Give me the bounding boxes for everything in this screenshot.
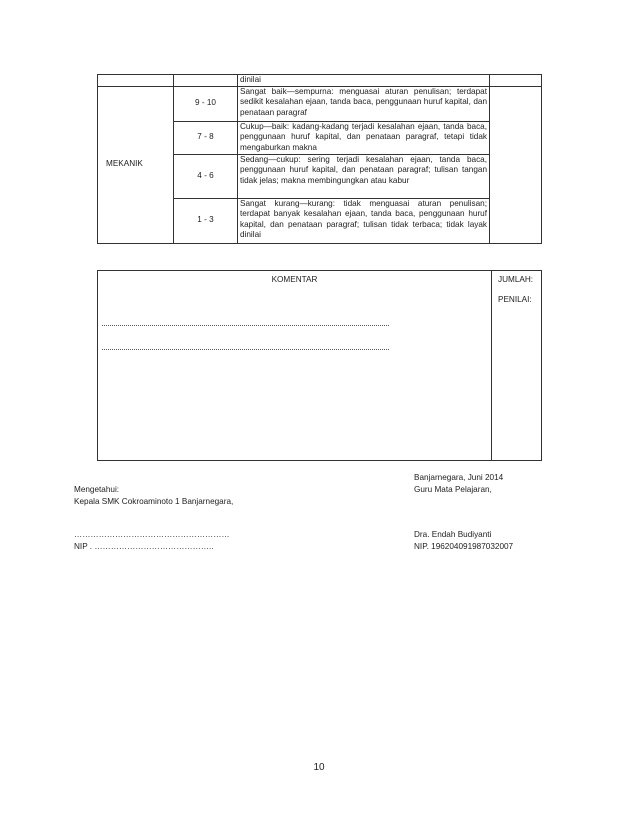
criterion-label: MEKANIK	[98, 86, 174, 243]
score-input-cell[interactable]	[490, 86, 542, 243]
carry-over-text: dinilai	[238, 75, 490, 87]
principal-nip: NIP . ……………………………………..	[74, 542, 214, 551]
principal-role: Kepala SMK Cokroaminoto 1 Banjarnegara,	[74, 497, 234, 506]
score-range: 7 - 8	[174, 121, 238, 154]
jumlah-label: JUMLAH:	[498, 275, 534, 284]
score-range: 1 - 3	[174, 198, 238, 243]
comment-dotted-line	[102, 349, 389, 350]
empty-cell	[490, 75, 542, 87]
teacher-role: Guru Mata Pelajaran,	[414, 485, 492, 494]
rubric-row	[98, 86, 542, 121]
place-date: Banjarnegara, Juni 2014	[414, 473, 504, 482]
teacher-name: Dra. Endah Budiyanti	[414, 530, 492, 539]
score-summary-cell[interactable]	[492, 271, 542, 461]
score-description: Sedang—cukup: sering terjadi kesalahan ejaan, tanda baca, penggunaan huruf kapital, dan penataan paragraf; tulisan tangan tidak jelas; makna membingungkan atau kabur	[238, 154, 490, 198]
empty-cell	[174, 75, 238, 87]
rubric-carry-row	[98, 75, 542, 87]
comment-title: KOMENTAR	[271, 275, 318, 284]
penilai-label: PENILAI:	[498, 295, 532, 304]
page-number: 10	[313, 762, 325, 773]
principal-name-line: …………………………………………………	[74, 530, 230, 539]
rubric-table	[97, 74, 542, 244]
score-description: Cukup—baik: kadang-kadang terjadi kesalahan ejaan, tanda baca, penggunaan huruf kapital, dan penataan paragraf, tetapi tidak mengaburkan makna	[238, 121, 490, 154]
empty-cell	[98, 75, 174, 87]
score-description: Sangat baik—sempurna: menguasai aturan penulisan; terdapat sedikit kesalahan ejaan, tanda baca, penggunaan huruf kapital, dan penataan paragraf	[238, 86, 490, 121]
comment-dotted-line	[102, 325, 389, 326]
acknowledged-heading: Mengetahui:	[74, 485, 120, 494]
comment-area[interactable]	[98, 271, 492, 461]
score-description: Sangat kurang—kurang: tidak menguasai aturan penulisan; terdapat banyak kesalahan ejaan, tanda baca, penggunaan huruf kapital, dan penataan paragraf; tulisan tidak terbaca; tidak layak dinilai	[238, 198, 490, 243]
teacher-nip: NIP. 196204091987032007	[414, 542, 514, 551]
comment-table	[97, 270, 542, 461]
score-range: 4 - 6	[174, 154, 238, 198]
score-range: 9 - 10	[174, 86, 238, 121]
